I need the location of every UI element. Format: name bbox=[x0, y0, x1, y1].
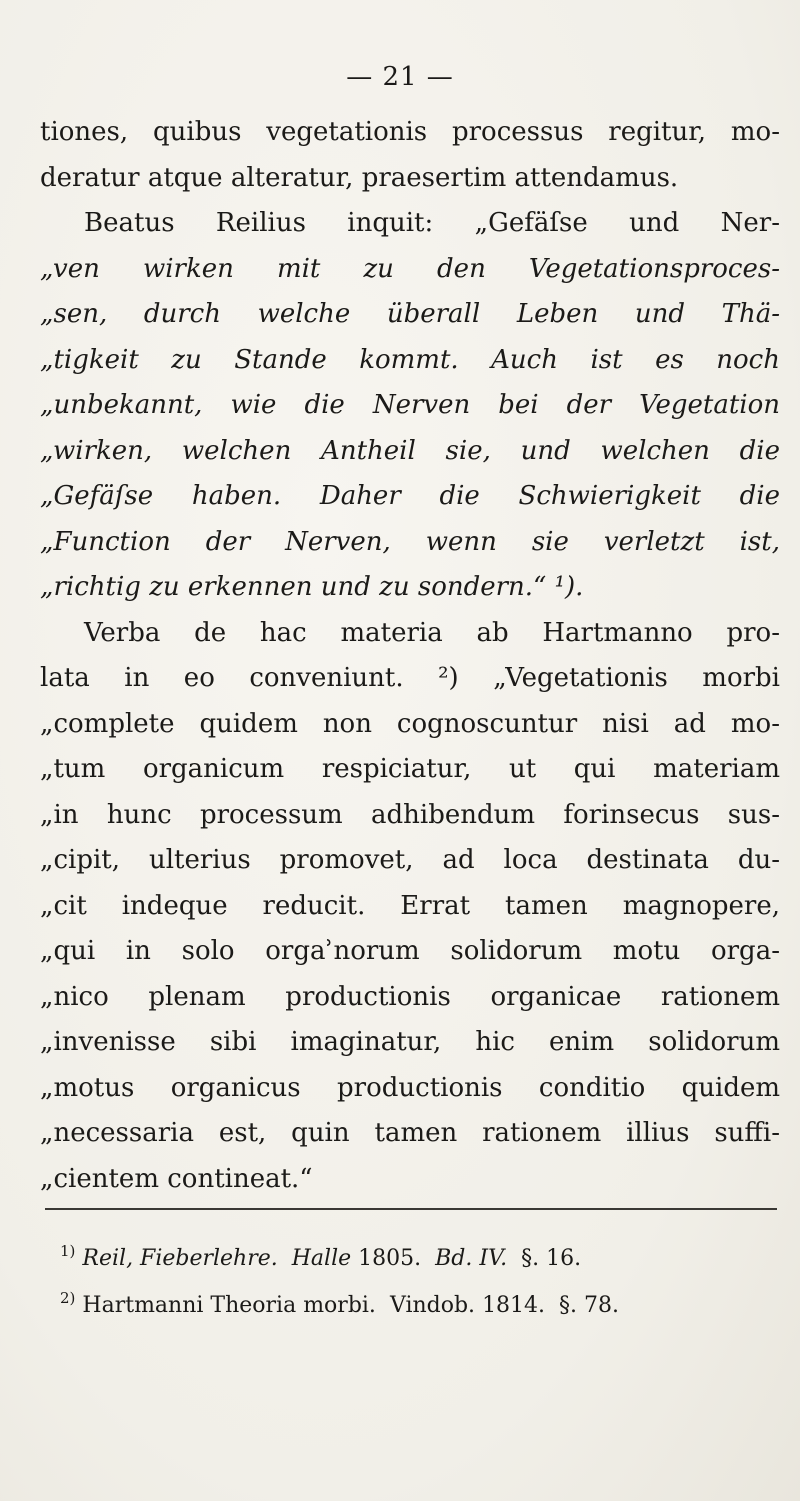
text-line: „wirken, welchen Antheil sie, und welchen die bbox=[40, 435, 780, 466]
text-line: „complete quidem non cognoscuntur nisi ad mo- bbox=[40, 708, 780, 739]
text-line: tiones, quibus vegetationis processus regitur, mo- bbox=[40, 117, 780, 147]
text-line: „tigkeit zu Stande kommt. Auch ist es noch bbox=[40, 344, 780, 375]
text-line: „cipit, ulterius promovet, ad loca destinata du- bbox=[40, 845, 780, 875]
page-number: — 21 — bbox=[346, 62, 454, 92]
text-line: „necessaria est, quin tamen rationem illius suffi- bbox=[40, 1118, 780, 1148]
footnote-1-section: §. 16. bbox=[521, 1246, 582, 1271]
text-line: „qui in solo orgaʾnorum solidorum motu orga- bbox=[40, 936, 780, 966]
footnote-1 bbox=[60, 1236, 780, 1274]
text-line: Verba de hac materia ab Hartmanno pro- bbox=[84, 617, 780, 648]
footnote-2-section: §. 78. bbox=[559, 1293, 620, 1318]
text-line: „unbekannt, wie die Nerven bei der Vegetation bbox=[40, 390, 780, 420]
text-line: „tum organicum respiciatur, ut qui materiam bbox=[40, 754, 780, 784]
text-line: „cit indeque reducit. Errat tamen magnopere, bbox=[40, 890, 780, 921]
text-line: „ven wirken mit zu den Vegetationsproces- bbox=[40, 253, 780, 284]
text-line: „in hunc processum adhibendum forinsecus sus- bbox=[40, 799, 780, 830]
text-line: „cientem contineat.“ bbox=[40, 1163, 313, 1194]
footnote-1-author: Reil, Fieberlehre. bbox=[82, 1246, 278, 1271]
footnote-2 bbox=[60, 1283, 780, 1321]
text-line: „nico plenam productionis organicae rationem bbox=[40, 981, 780, 1012]
footnote-2-mark: 2) bbox=[60, 1289, 76, 1307]
footnote-2-title: Theoria morbi. bbox=[210, 1293, 376, 1318]
footnote-1-year: 1805. bbox=[358, 1246, 422, 1271]
footnote-1-mark: 1) bbox=[60, 1242, 76, 1260]
text-line: „motus organicus productionis conditio quidem bbox=[40, 1072, 780, 1103]
footnote-2-place: Vindob. bbox=[389, 1293, 476, 1318]
text-line: deratur atque alteratur, praesertim attendamus. bbox=[40, 162, 679, 193]
footnote-1-place: Halle bbox=[291, 1246, 352, 1271]
footnote-divider bbox=[45, 1208, 777, 1210]
text-line: „sen, durch welche überall Leben und Thä- bbox=[40, 299, 780, 329]
footnote-2-author: Hartmanni bbox=[82, 1293, 204, 1318]
footnote-1-volume: Bd. IV. bbox=[435, 1246, 508, 1271]
footnote-2-year: 1814. bbox=[482, 1293, 546, 1318]
text-line: lata in eo conveniunt. ²) „Vegetationis morbi bbox=[40, 663, 780, 693]
text-line: Beatus Reilius inquit: „Gefäſse und Ner- bbox=[84, 208, 780, 238]
body-text bbox=[40, 110, 780, 1202]
text-line: „invenisse sibi imaginatur, hic enim solidorum bbox=[40, 1027, 780, 1057]
text-line: „Function der Nerven, wenn sie verletzt ist, bbox=[40, 526, 780, 557]
text-line: „richtig zu erkennen und zu sondern.“ ¹). bbox=[40, 572, 584, 602]
text-line: „Gefäſse haben. Daher die Schwierigkeit die bbox=[40, 481, 780, 511]
